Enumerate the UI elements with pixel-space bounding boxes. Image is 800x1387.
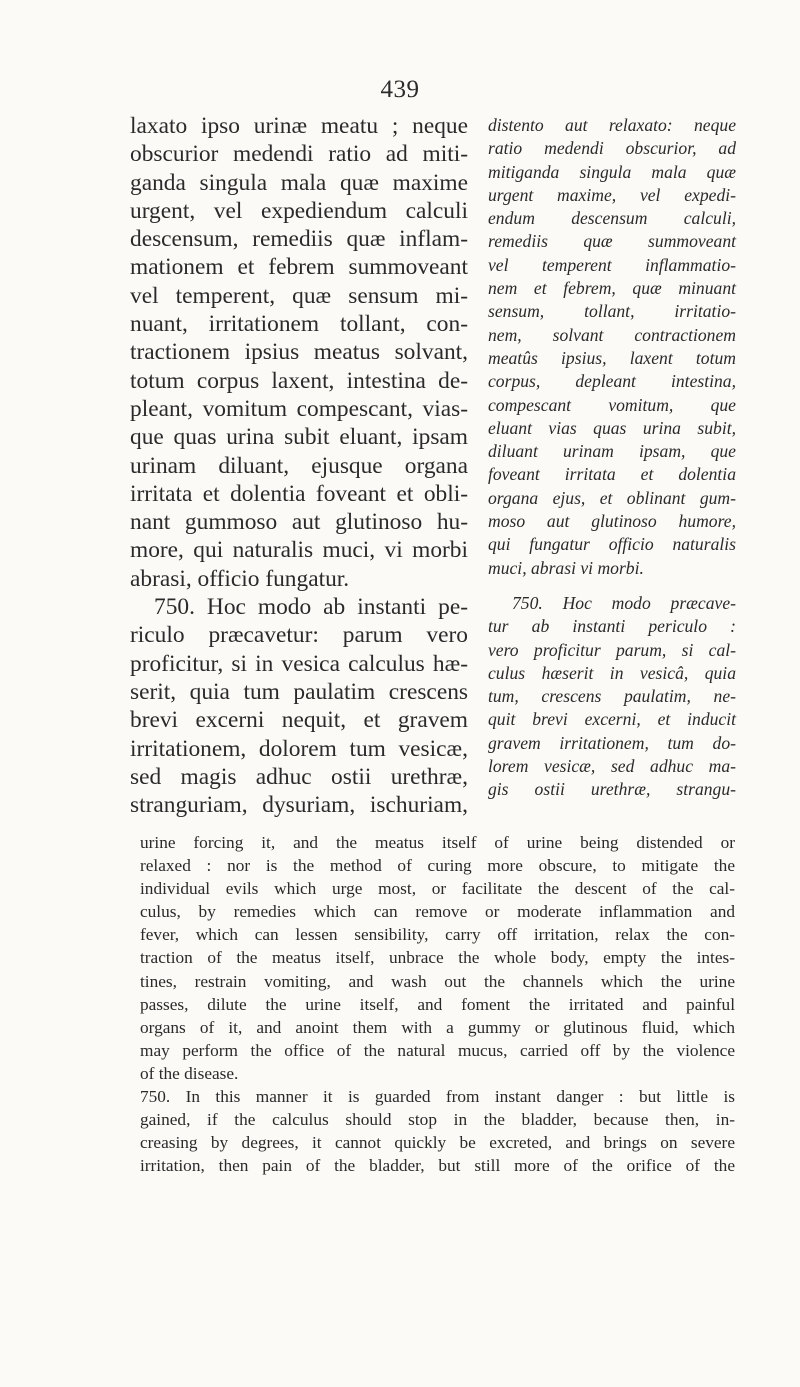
ordo-line: mitiganda singula mala quæ (488, 161, 736, 182)
ordo-line: gis ostii urethræ, strangu- (488, 779, 736, 800)
latin-line: tractionem ipsius meatus solvant, (130, 339, 468, 366)
latin-line: nant gummoso aut glutinoso hu- (130, 509, 468, 536)
ordo-line: quit brevi excerni, et inducit (488, 709, 736, 730)
ordo-line: tur ab instanti periculo : (488, 616, 736, 637)
ordo-line: remediis quæ summoveant (488, 231, 736, 252)
latin-line: pleant, vomitum compescant, vias- (130, 395, 468, 422)
latin-line: more, qui naturalis muci, vi morbi (130, 537, 468, 564)
ordo-line: compescant vomitum, que (488, 394, 736, 415)
ordo-line: qui fungatur officio naturalis (488, 534, 736, 555)
translation-section-750-heading: 750. In this manner it is guarded from instant danger : but little is (140, 1087, 735, 1107)
latin-line: laxato ipso urinæ meatu ; neque (130, 113, 468, 139)
translation-line: relaxed : nor is the method of curing more obscure, to mitigate the (140, 856, 735, 876)
latin-line: totum corpus laxent, intestina de- (130, 367, 468, 394)
ordo-line: vel temperent inflammatio- (488, 254, 736, 275)
latin-line: stranguriam, dysuriam, ischuriam, (130, 792, 468, 819)
translation-line: culus, by remedies which can remove or moderate inflammation and (140, 902, 735, 922)
latin-line: urgent, vel expediendum calculi (130, 197, 468, 224)
ordo-line: foveant irritata et dolentia (488, 464, 736, 485)
translation-line: traction of the meatus itself, unbrace the whole body, empty the intes- (140, 948, 735, 968)
latin-line: serit, quia tum paulatim crescens (130, 678, 468, 705)
latin-line: que quas urina subit eluant, ipsam (130, 424, 468, 451)
ordo-line: meatûs ipsius, laxent totum (488, 347, 736, 368)
page-number: 439 (380, 76, 420, 103)
latin-line: obscurior medendi ratio ad miti- (130, 141, 468, 168)
latin-line: proficitur, si in vesica calculus hæ- (130, 650, 468, 677)
latin-line: ganda singula mala quæ maxime (130, 169, 468, 196)
latin-line: abrasi, officio fungatur. (130, 565, 350, 592)
latin-line: sed magis adhuc ostii urethræ, (130, 763, 468, 790)
latin-line: urinam diluant, ejusque organa (130, 452, 468, 479)
ordo-line: endum descensum calculi, (488, 208, 736, 229)
ordo-line: eluant vias quas urina subit, (488, 417, 736, 438)
translation-line: may perform the office of the natural mucus, carried off by the violence (140, 1040, 735, 1060)
translation-line: individual evils which urge most, or facilitate the descent of the cal- (140, 879, 735, 899)
ordo-line: corpus, depleant intestina, (488, 371, 736, 392)
english-translation (140, 831, 735, 1177)
translation-line: gained, if the calculus should stop in the bladder, because then, in- (140, 1110, 735, 1130)
ordo-line: urgent maxime, vel expedi- (488, 184, 736, 205)
translation-line: urine forcing it, and the meatus itself of urine being distended or (140, 833, 735, 852)
ordo-line: gravem irritationem, tum do- (488, 732, 736, 753)
latin-line: mationem et febrem summoveant (130, 254, 468, 281)
latin-line: nuant, irritationem tollant, con- (130, 311, 468, 338)
translation-line: creasing by degrees, it cannot quickly be excreted, and brings on severe (140, 1133, 735, 1153)
latin-line: riculo præcavetur: parum vero (130, 622, 468, 649)
translation-line: fever, which can lessen sensibility, carry off irritation, relax the con- (140, 925, 735, 945)
latin-line: descensum, remediis quæ inflam- (130, 226, 468, 253)
paragraph-gap (488, 580, 736, 592)
latin-line: irritationem, dolorem tum vesicæ, (130, 735, 468, 762)
ordo-line: diluant urinam ipsam, que (488, 441, 736, 462)
translation-line: passes, dilute the urine itself, and foment the irritated and painful (140, 994, 735, 1014)
ordo-line: lorem vesicæ, sed adhuc ma- (488, 756, 736, 777)
translation-line: of the disease. (140, 1063, 239, 1083)
ordo-line: moso aut glutinoso humore, (488, 511, 736, 532)
latin-ordo-column (488, 114, 736, 802)
translation-line: organs of it, and anoint them with a gummy or glutinous fluid, which (140, 1017, 735, 1037)
ordo-section-750-heading: 750. Hoc modo præcave- (512, 592, 736, 613)
ordo-line: sensum, tollant, irritatio- (488, 301, 736, 322)
ordo-line: ratio medendi obscurior, ad (488, 138, 736, 159)
latin-line: vel temperent, quæ sensum mi- (130, 282, 468, 309)
ordo-line: culus hæserit in vesicâ, quia (488, 662, 736, 683)
translation-line: tines, restrain vomiting, and wash out the channels which the urine (140, 971, 735, 991)
translation-line: irritation, then pain of the bladder, but still more of the orifice of the (140, 1156, 735, 1176)
ordo-line: nem et febrem, quæ minuant (488, 278, 736, 299)
ordo-line: vero proficitur parum, si cal- (488, 639, 736, 660)
ordo-line: organa ejus, et oblinant gum- (488, 487, 736, 508)
latin-section-750-heading: 750. Hoc modo ab instanti pe- (154, 594, 468, 621)
latin-text-column (130, 112, 468, 819)
latin-line: irritata et dolentia foveant et obli- (130, 480, 468, 507)
ordo-line: muci, abrasi vi morbi. (488, 557, 644, 578)
ordo-line: distento aut relaxato: neque (488, 115, 736, 135)
ordo-line: tum, crescens paulatim, ne- (488, 686, 736, 707)
latin-line: brevi excerni nequit, et gravem (130, 707, 468, 734)
ordo-line: nem, solvant contractionem (488, 324, 736, 345)
